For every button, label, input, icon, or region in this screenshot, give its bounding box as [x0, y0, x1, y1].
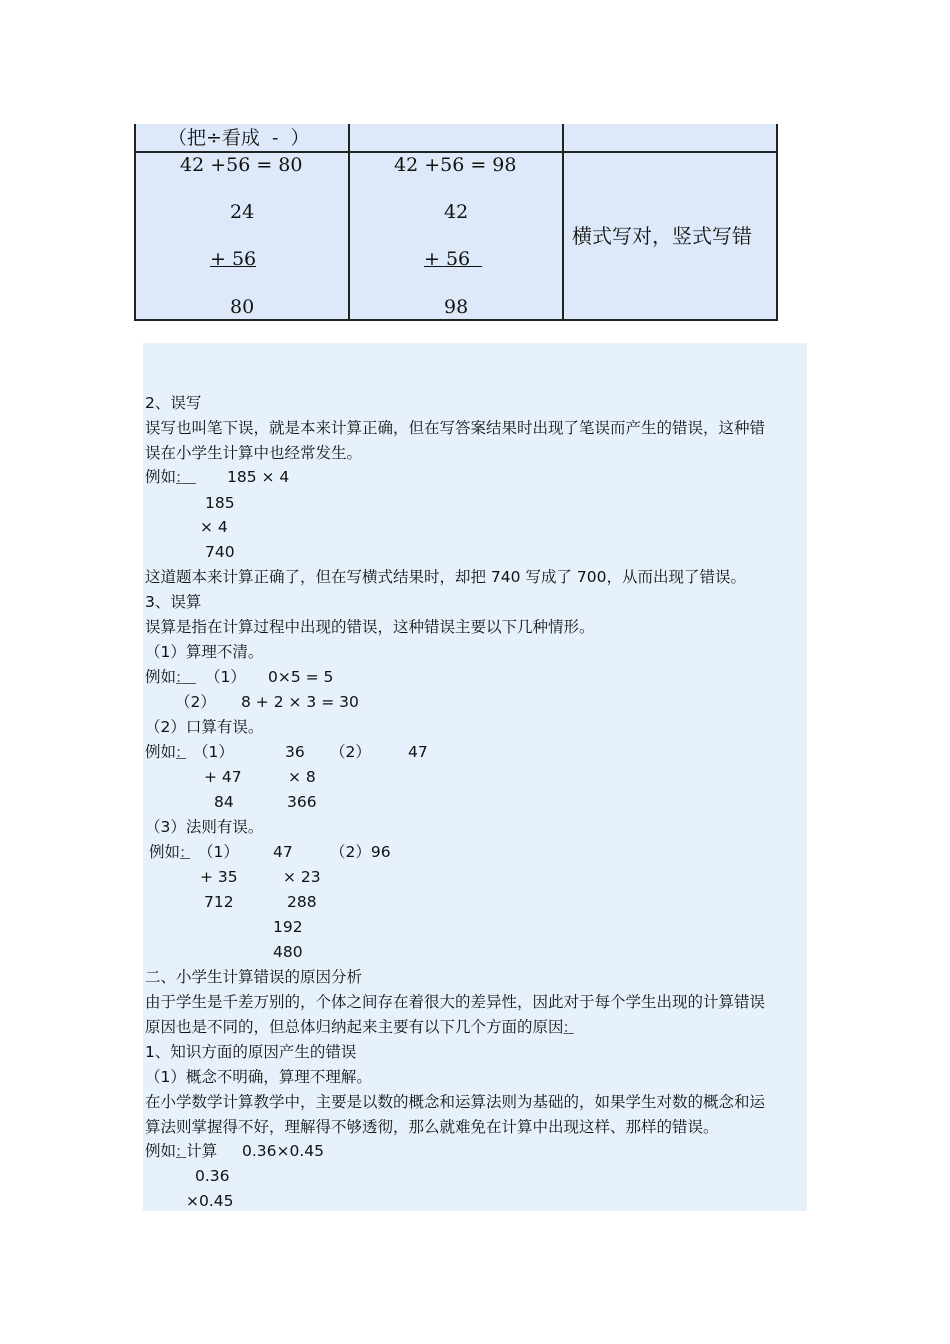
correct-equation: 42 +56 = 98: [394, 154, 517, 176]
paragraph-line: 由于学生是千差万别的，个体之间存在着很大的差异性，因此对于每个学生出现的计算错误: [145, 993, 766, 1011]
example-index: （1）: [198, 843, 239, 861]
vertical-number: 740: [205, 543, 235, 561]
example-index: （1）: [193, 743, 234, 761]
table-cell: [564, 124, 776, 151]
wrong-equation: 42 +56 = 80: [180, 154, 303, 176]
sub-heading: （1）概念不明确，算理不理解。: [145, 1068, 372, 1086]
vertical-number: 480: [273, 943, 303, 961]
paragraph-line: 误写也叫笔下误，就是本来计算正确，但在写答案结果时出现了笔误而产生的错误，这种错: [145, 419, 766, 437]
example-label: 例如:: [145, 668, 182, 686]
vertical-addend: 24: [230, 201, 255, 223]
vertical-sum: 80: [230, 296, 255, 318]
vertical-addend: + 56: [210, 248, 257, 270]
example-label: 例如:: [145, 743, 182, 761]
example-index: （1）: [205, 668, 246, 686]
paragraph-line: 算法则掌握得不好，理解得不够透彻，那么就难免在计算中出现这样、那样的错误。: [145, 1118, 719, 1136]
sub-heading: （2）口算有误。: [145, 718, 264, 736]
example-label: 例如: 计算: [145, 1142, 218, 1160]
vertical-number: 712: [204, 893, 234, 911]
example-index: （2）: [330, 743, 371, 761]
vertical-sum: 98: [444, 296, 469, 318]
example-index: （2）96: [330, 843, 391, 861]
paragraph-line: 误在小学生计算中也经常发生。: [145, 444, 363, 462]
table-cell: [350, 153, 562, 319]
vertical-addend: 42: [444, 201, 469, 223]
sub-heading: （1）算理不清。: [145, 643, 264, 661]
vertical-number: × 4: [200, 518, 228, 536]
table-cell: [350, 124, 562, 151]
vertical-number: 288: [287, 893, 317, 911]
vertical-number: ×0.45: [186, 1192, 234, 1210]
paragraph-line: 原因也是不同的，但总体归纳起来主要有以下几个方面的原因:: [145, 1018, 569, 1036]
vertical-number: 185: [205, 494, 235, 512]
table-note: （把÷看成 - ）: [168, 127, 310, 149]
vertical-number: 36: [285, 743, 305, 761]
example-expression: 185 × 4: [227, 468, 290, 486]
vertical-number: + 47: [204, 768, 242, 786]
example-expression: 0.36×0.45: [242, 1142, 325, 1160]
section-heading: 1、知识方面的原因产生的错误: [145, 1043, 357, 1061]
vertical-number: 366: [287, 793, 317, 811]
example-expression: 8 + 2 × 3 = 30: [241, 693, 359, 711]
example-label: 例如:: [145, 468, 182, 486]
table-cell: [136, 153, 348, 319]
section-heading: 二、小学生计算错误的原因分析: [145, 968, 363, 986]
vertical-number: × 23: [283, 868, 321, 886]
paragraph-line: 在小学数学计算教学中，主要是以数的概念和运算法则为基础的，如果学生对数的概念和运: [145, 1093, 766, 1111]
vertical-number: × 8: [288, 768, 316, 786]
vertical-number: + 35: [200, 868, 238, 886]
paragraph-line: 误算是指在计算过程中出现的错误，这种错误主要以下几种情形。: [145, 618, 595, 636]
paragraph-line: 这道题本来计算正确了，但在写横式结果时，却把 740 写成了 700，从而出现了错误。: [145, 568, 746, 586]
vertical-number: 47: [408, 743, 428, 761]
comparison-table: [134, 124, 778, 321]
example-label: 例如:: [149, 843, 186, 861]
example-index: （2）: [175, 693, 216, 711]
error-description: 横式写对，竖式写错: [572, 224, 752, 248]
vertical-number: 192: [273, 918, 303, 936]
section-heading: 2、误写: [145, 394, 202, 412]
vertical-addend: + 56: [424, 248, 483, 270]
vertical-number: 0.36: [195, 1167, 230, 1185]
vertical-number: 47: [273, 843, 293, 861]
sub-heading: （3）法则有误。: [145, 818, 264, 836]
vertical-number: 84: [214, 793, 234, 811]
section-heading: 3、误算: [145, 593, 202, 611]
example-expression: 0×5 = 5: [268, 668, 334, 686]
